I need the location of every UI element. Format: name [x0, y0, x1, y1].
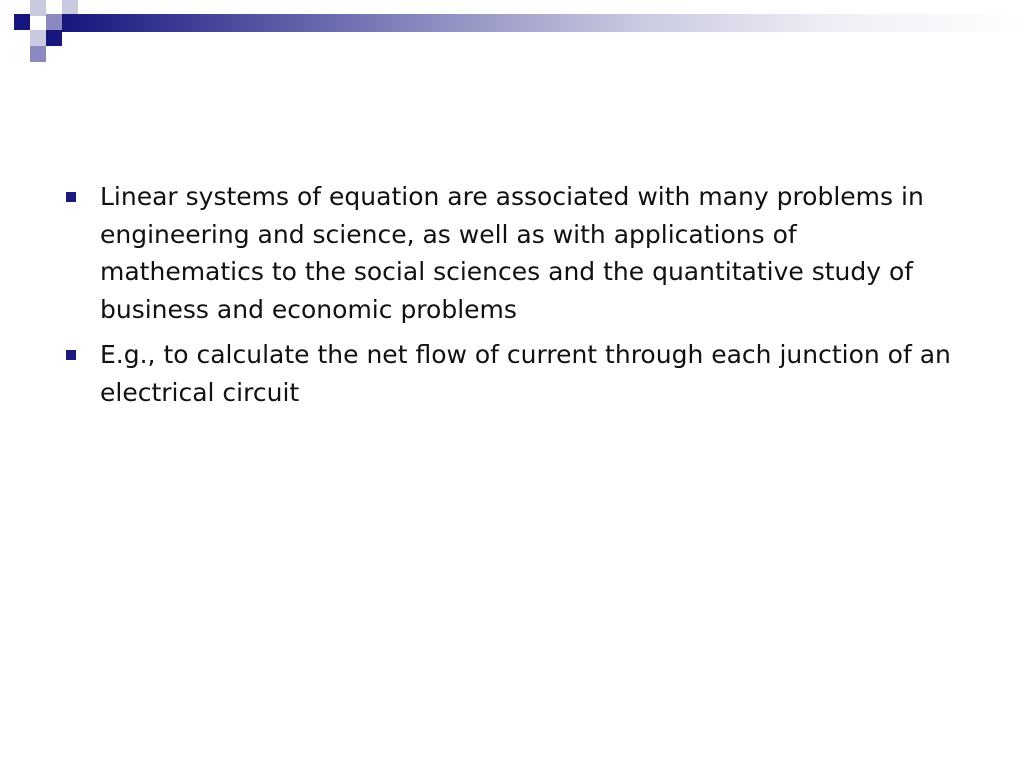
bullet-item [62, 336, 962, 411]
deco-square [30, 0, 46, 16]
header-gradient-bar [62, 14, 1024, 32]
slide-content [62, 178, 962, 419]
bullet-text: Linear systems of equation are associated with many problems in engineering and science, as well as with applications of mathematics to the social sciences and the quantitative study of business and economic problems [100, 182, 924, 324]
square-bullet-icon [66, 192, 76, 202]
decorative-squares [0, 0, 80, 64]
bullet-list [62, 178, 962, 411]
deco-square [46, 14, 62, 30]
square-bullet-icon [66, 350, 76, 360]
deco-square [30, 46, 46, 62]
deco-square [30, 30, 46, 46]
deco-square [14, 14, 30, 30]
bullet-text: E.g., to calculate the net flow of current through each junction of an electrical circuit [100, 340, 951, 407]
bullet-item [62, 178, 962, 328]
deco-square [46, 30, 62, 46]
